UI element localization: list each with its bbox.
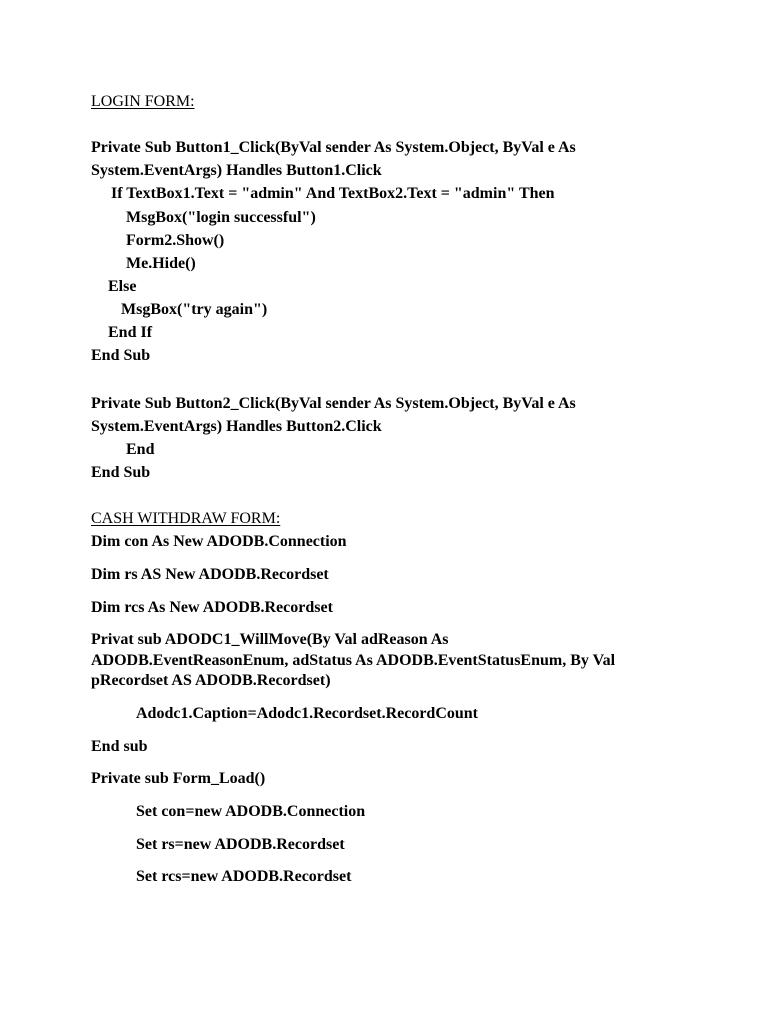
end-sub-line-1: End Sub xyxy=(91,347,151,364)
willmove-declaration-line3: pRecordset AS ADODB.Recordset) xyxy=(91,672,331,689)
msgbox-success-line: MsgBox("login successful") xyxy=(126,209,316,226)
button1-sub-declaration-line1: Private Sub Button1_Click(ByVal sender As System.Object, ByVal e As xyxy=(91,139,576,156)
login-form-heading: LOGIN FORM: xyxy=(91,93,195,110)
willmove-declaration-line1: Privat sub ADODC1_WillMove(By Val adReason As xyxy=(91,631,449,648)
set-con-line: Set con=new ADODB.Connection xyxy=(136,803,366,820)
cash-withdraw-form-heading: CASH WITHDRAW FORM: xyxy=(91,510,281,527)
form2-show-line: Form2.Show() xyxy=(126,232,225,249)
button1-sub-declaration-line2: System.EventArgs) Handles Button1.Click xyxy=(91,162,382,179)
msgbox-retry-line: MsgBox("try again") xyxy=(121,301,268,318)
end-if-line: End If xyxy=(108,324,153,341)
end-statement-line: End xyxy=(126,441,155,458)
button2-sub-declaration-line1: Private Sub Button2_Click(ByVal sender As System.Object, ByVal e As xyxy=(91,395,576,412)
willmove-declaration-line2: ADODB.EventReasonEnum, adStatus As ADODB.EventStatusEnum, By Val xyxy=(91,652,616,669)
if-statement-line: If TextBox1.Text = "admin" And TextBox2.Text = "admin" Then xyxy=(111,185,555,202)
button2-sub-declaration-line2: System.EventArgs) Handles Button2.Click xyxy=(91,418,382,435)
set-rs-line: Set rs=new ADODB.Recordset xyxy=(136,836,345,853)
set-rcs-line: Set rcs=new ADODB.Recordset xyxy=(136,868,352,885)
dim-rs-line: Dim rs AS New ADODB.Recordset xyxy=(91,566,329,583)
dim-con-line: Dim con As New ADODB.Connection xyxy=(91,533,347,550)
me-hide-line: Me.Hide() xyxy=(126,255,196,272)
caption-assignment-line: Adodc1.Caption=Adodc1.Recordset.RecordCount xyxy=(136,705,478,722)
end-sub-line-2: End Sub xyxy=(91,464,151,481)
end-sub-line-3: End sub xyxy=(91,738,148,755)
dim-rcs-line: Dim rcs As New ADODB.Recordset xyxy=(91,599,333,616)
form-load-declaration-line: Private sub Form_Load() xyxy=(91,770,266,787)
else-line: Else xyxy=(108,278,137,295)
